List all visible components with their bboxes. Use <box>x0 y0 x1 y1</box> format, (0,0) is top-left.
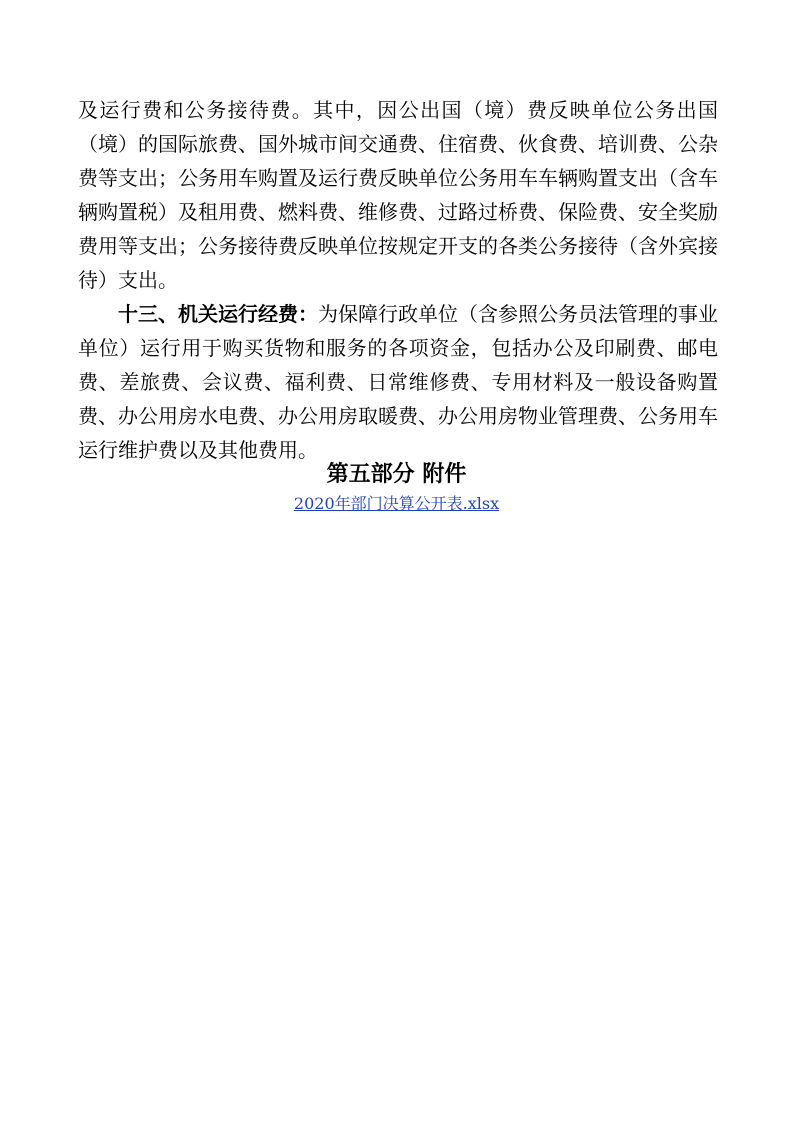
attachment-link[interactable]: 2020年部门决算公开表.xlsx <box>293 494 500 513</box>
section-title: 第五部分 附件 <box>326 461 467 487</box>
document-body <box>78 93 718 467</box>
paragraph-heading: 十三、机关运行经费： <box>118 302 318 326</box>
paragraph-expense-definitions <box>78 93 718 297</box>
paragraph-operating-expenses <box>78 297 718 467</box>
paragraph-text: 为保障行政单位（含参照公务员法管理的事业单位）运行用于购买货物和服务的各项资金，包括办公及印刷费、邮电费、差旅费、会议费、福利费、日常维修费、专用材料及一般设备购置费、办公用房水电费、办公用房取暖费、办公用房物业管理费、公务用车运行维护费以及其他费用。 <box>78 302 718 462</box>
attachment-link-container <box>0 492 793 516</box>
paragraph-text: 及运行费和公务接待费。其中，因公出国（境）费反映单位公务出国（境）的国际旅费、国外城市间交通费、住宿费、伙食费、培训费、公杂费等支出；公务用车购置及运行费反映单位公务用车车辆购置支出（含车辆购置税）及租用费、燃料费、维修费、过路过桥费、保险费、安全奖励费用等支出；公务接待费反映单位按规定开支的各类公务接待（含外宾接待）支出。 <box>78 98 718 292</box>
